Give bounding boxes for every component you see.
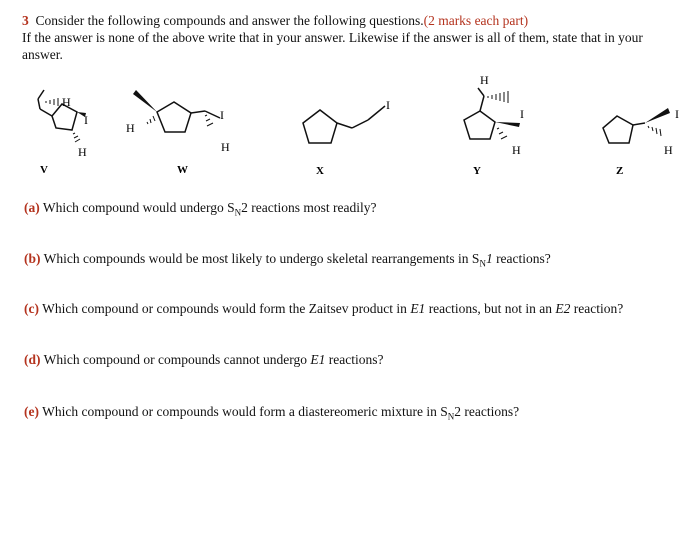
y-atom-h-bottom: H bbox=[512, 143, 521, 157]
v-hash-h-top bbox=[46, 98, 58, 106]
v-hash-h-bottom bbox=[73, 133, 80, 142]
z-label: Z bbox=[616, 165, 624, 177]
question-a-text-end: 2 reactions most readily? bbox=[241, 200, 377, 215]
w-bond-right bbox=[191, 111, 205, 113]
question-d-e1: E1 bbox=[310, 352, 326, 367]
z-wedge-methyl bbox=[645, 108, 670, 123]
question-b-text-end: reactions? bbox=[496, 251, 551, 266]
question-c-text-end: reaction? bbox=[573, 301, 624, 316]
y-bond-top bbox=[478, 88, 484, 96]
question-c-label: (c) bbox=[24, 301, 39, 316]
y-atom-i: I bbox=[520, 107, 524, 121]
question-e bbox=[24, 403, 519, 426]
v-atom-h-bottom: H bbox=[78, 145, 87, 159]
x-label: X bbox=[316, 165, 324, 177]
question-d bbox=[24, 351, 383, 368]
marks-note: (2 marks each part) bbox=[423, 13, 529, 28]
w-hash-h-left bbox=[147, 116, 155, 124]
question-b-sub: N bbox=[479, 258, 486, 269]
y-label: Y bbox=[473, 165, 481, 177]
compound-structures bbox=[0, 66, 700, 186]
compound-w bbox=[126, 90, 230, 176]
y-ring bbox=[464, 111, 495, 139]
w-ring bbox=[157, 102, 191, 132]
v-label: V bbox=[40, 164, 48, 176]
question-c-text-mid: reactions, but not in an bbox=[428, 301, 553, 316]
question-b-label: (b) bbox=[24, 251, 41, 266]
x-ring bbox=[303, 110, 337, 143]
x-atom-i: I bbox=[386, 98, 390, 112]
x-bond-3 bbox=[368, 106, 385, 120]
question-c-text: Which compound or compounds would form the Zaitsev product in bbox=[42, 301, 407, 316]
question-e-text: Which compound or compounds would form a diastereomeric mixture in S bbox=[42, 404, 448, 419]
question-a-sub: N bbox=[234, 207, 242, 218]
question-c bbox=[24, 300, 623, 317]
w-hash-h-right bbox=[205, 115, 213, 126]
w-atom-i: I bbox=[220, 108, 224, 122]
y-atom-h-top: H bbox=[480, 73, 489, 87]
question-a bbox=[24, 199, 376, 222]
question-d-text-end: reactions? bbox=[328, 352, 384, 367]
question-number: 3 bbox=[22, 13, 29, 28]
v-bond-methyl bbox=[40, 109, 52, 116]
v-bond-top bbox=[38, 99, 40, 109]
intro-line-1 bbox=[22, 12, 682, 29]
x-bond-1 bbox=[337, 123, 352, 128]
compound-x bbox=[303, 98, 390, 177]
compound-z bbox=[603, 107, 679, 177]
v-atom-i: I bbox=[84, 113, 88, 127]
question-d-text: Which compound or compounds cannot undergo bbox=[43, 352, 307, 367]
y-hash-h-top bbox=[488, 91, 508, 103]
question-intro bbox=[22, 12, 682, 63]
question-a-text: Which compound would undergo S bbox=[42, 200, 235, 215]
v-bond-up bbox=[38, 90, 44, 99]
question-d-label: (d) bbox=[24, 352, 41, 367]
z-atom-h: H bbox=[664, 143, 673, 157]
y-hash-h-bottom bbox=[497, 128, 507, 139]
v-atom-h-top: H bbox=[62, 95, 71, 109]
question-b-italic: 1 bbox=[485, 251, 493, 266]
y-bond-up bbox=[480, 96, 484, 111]
z-ring bbox=[603, 116, 633, 143]
y-wedge-i bbox=[495, 122, 520, 127]
w-atom-h-left: H bbox=[126, 121, 135, 135]
z-bond-right bbox=[633, 123, 645, 125]
w-atom-h-right: H bbox=[221, 140, 230, 154]
w-label: W bbox=[177, 164, 188, 176]
z-atom-i: I bbox=[675, 107, 679, 121]
intro-text: Consider the following compounds and answer the following questions. bbox=[35, 13, 424, 28]
w-bond-i bbox=[205, 111, 220, 118]
question-c-e2: E2 bbox=[555, 301, 571, 316]
w-wedge-methyl bbox=[133, 90, 157, 112]
z-hash-h bbox=[648, 126, 661, 136]
question-b bbox=[24, 250, 551, 273]
compound-y bbox=[464, 73, 524, 177]
question-e-text-end: 2 reactions? bbox=[454, 404, 520, 419]
structures-svg bbox=[0, 66, 700, 186]
question-c-e1: E1 bbox=[410, 301, 426, 316]
question-b-text: Which compounds would be most likely to undergo skeletal rearrangements in S bbox=[43, 251, 480, 266]
question-a-label: (a) bbox=[24, 200, 40, 215]
x-bond-2 bbox=[352, 120, 368, 128]
question-e-label: (e) bbox=[24, 404, 39, 419]
question-e-sub: N bbox=[447, 411, 455, 422]
compound-v bbox=[38, 90, 88, 176]
intro-line-2: If the answer is none of the above write that in your answer. Likewise if the answer is all of them, state that in your answer. bbox=[22, 30, 643, 62]
